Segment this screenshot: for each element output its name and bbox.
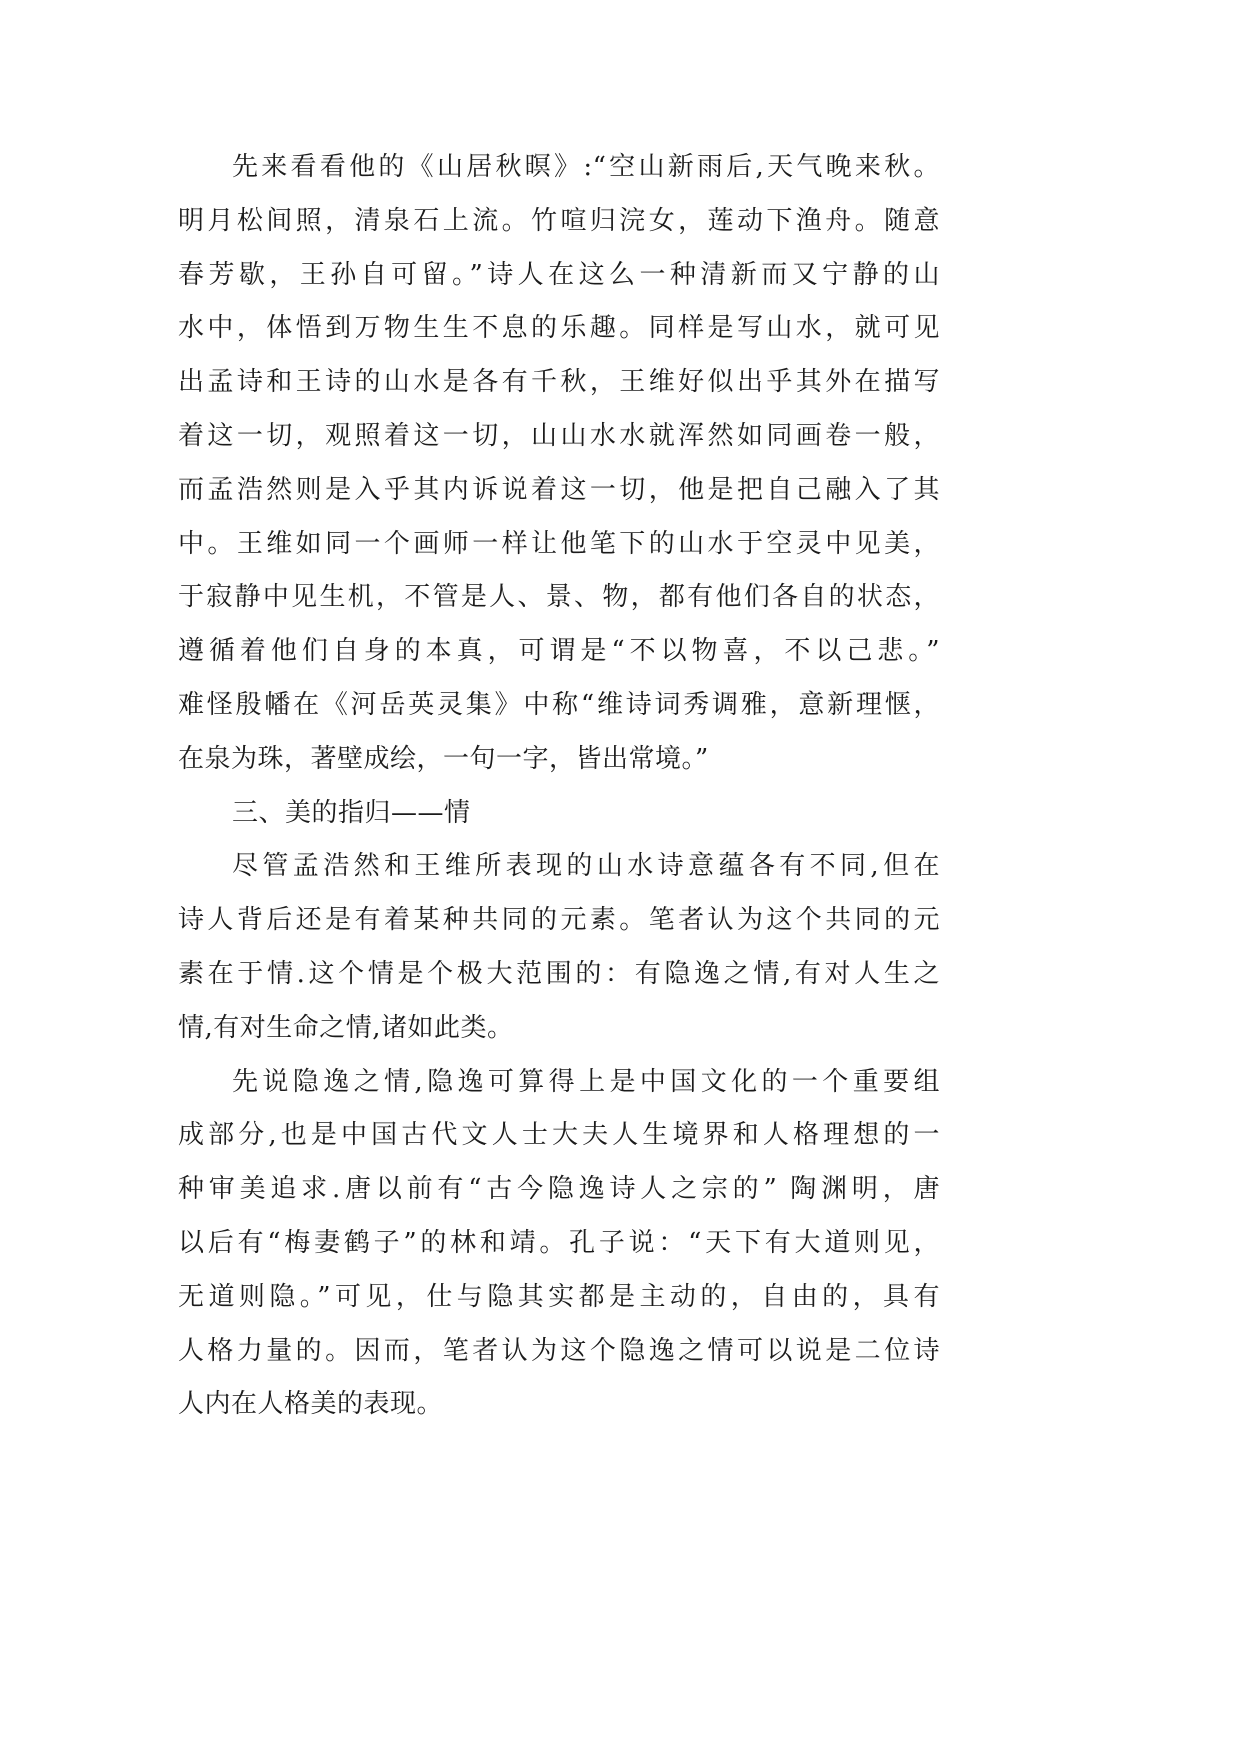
section-heading-text: 三、美的指归——情 bbox=[232, 797, 471, 828]
text-line: 难怪殷幡在《河岳英灵集》中称“维诗词秀调雅，意新理惬， bbox=[178, 689, 940, 720]
document-body bbox=[178, 141, 940, 1432]
paragraph-reclusion bbox=[178, 1056, 940, 1433]
text-line: 于寂静中见生机，不管是人、景、物，都有他们各自的状态， bbox=[178, 582, 940, 613]
text-line: 中。王维如同一个画师一样让他笔下的山水于空灵中见美， bbox=[178, 528, 940, 559]
text-line: 在泉为珠，著壁成绘，一句一字，皆出常境。” bbox=[178, 743, 709, 774]
text-line: 着这一切，观照着这一切，山山水水就浑然如同画卷一般， bbox=[178, 420, 940, 451]
text-line: 人格力量的。因而，笔者认为这个隐逸之情可以说是二位诗 bbox=[178, 1335, 940, 1366]
paragraph-shanju-qiuming bbox=[178, 141, 940, 787]
text-line: 人内在人格美的表现。 bbox=[178, 1389, 444, 1420]
text-line: 成部分,也是中国古代文人士大夫人生境界和人格理想的一 bbox=[178, 1120, 940, 1151]
text-line: 素在于情.这个情是个极大范围的：有隐逸之情,有对人生之 bbox=[178, 958, 940, 989]
text-line: 诗人背后还是有着某种共同的元素。笔者认为这个共同的元 bbox=[178, 905, 940, 936]
text-line: 尽管孟浩然和王维所表现的山水诗意蕴各有不同,但在 bbox=[232, 851, 940, 882]
text-line: 种审美追求.唐以前有“古今隐逸诗人之宗的” 陶渊明，唐 bbox=[178, 1174, 940, 1205]
text-line: 而孟浩然则是入乎其内诉说着这一切，他是把自己融入了其 bbox=[178, 474, 940, 505]
text-line: 先来看看他的《山居秋暝》:“空山新雨后,天气晚来秋。 bbox=[232, 152, 940, 182]
text-line: 情,有对生命之情,诸如此类。 bbox=[178, 1012, 514, 1043]
text-line: 出孟诗和王诗的山水是各有千秋，王维好似出乎其外在描写 bbox=[178, 367, 940, 398]
text-line: 水中，体悟到万物生生不息的乐趣。同样是写山水，就可见 bbox=[178, 313, 940, 344]
paragraph-common-element bbox=[178, 840, 940, 1055]
text-line: 无道则隐。”可见，仕与隐其实都是主动的，自由的，具有 bbox=[178, 1281, 940, 1312]
text-line: 遵循着他们自身的本真，可谓是“不以物喜，不以己悲。” bbox=[178, 636, 940, 667]
section-heading bbox=[178, 787, 940, 841]
text-line: 春芳歇，王孙自可留。”诗人在这么一种清新而又宁静的山 bbox=[178, 259, 940, 290]
text-line: 先说隐逸之情,隐逸可算得上是中国文化的一个重要组 bbox=[232, 1066, 940, 1097]
text-line: 明月松间照，清泉石上流。竹喧归浣女，莲动下渔舟。随意 bbox=[178, 205, 940, 236]
text-line: 以后有“梅妻鹤子”的林和靖。孔子说：“天下有大道则见， bbox=[178, 1227, 940, 1258]
